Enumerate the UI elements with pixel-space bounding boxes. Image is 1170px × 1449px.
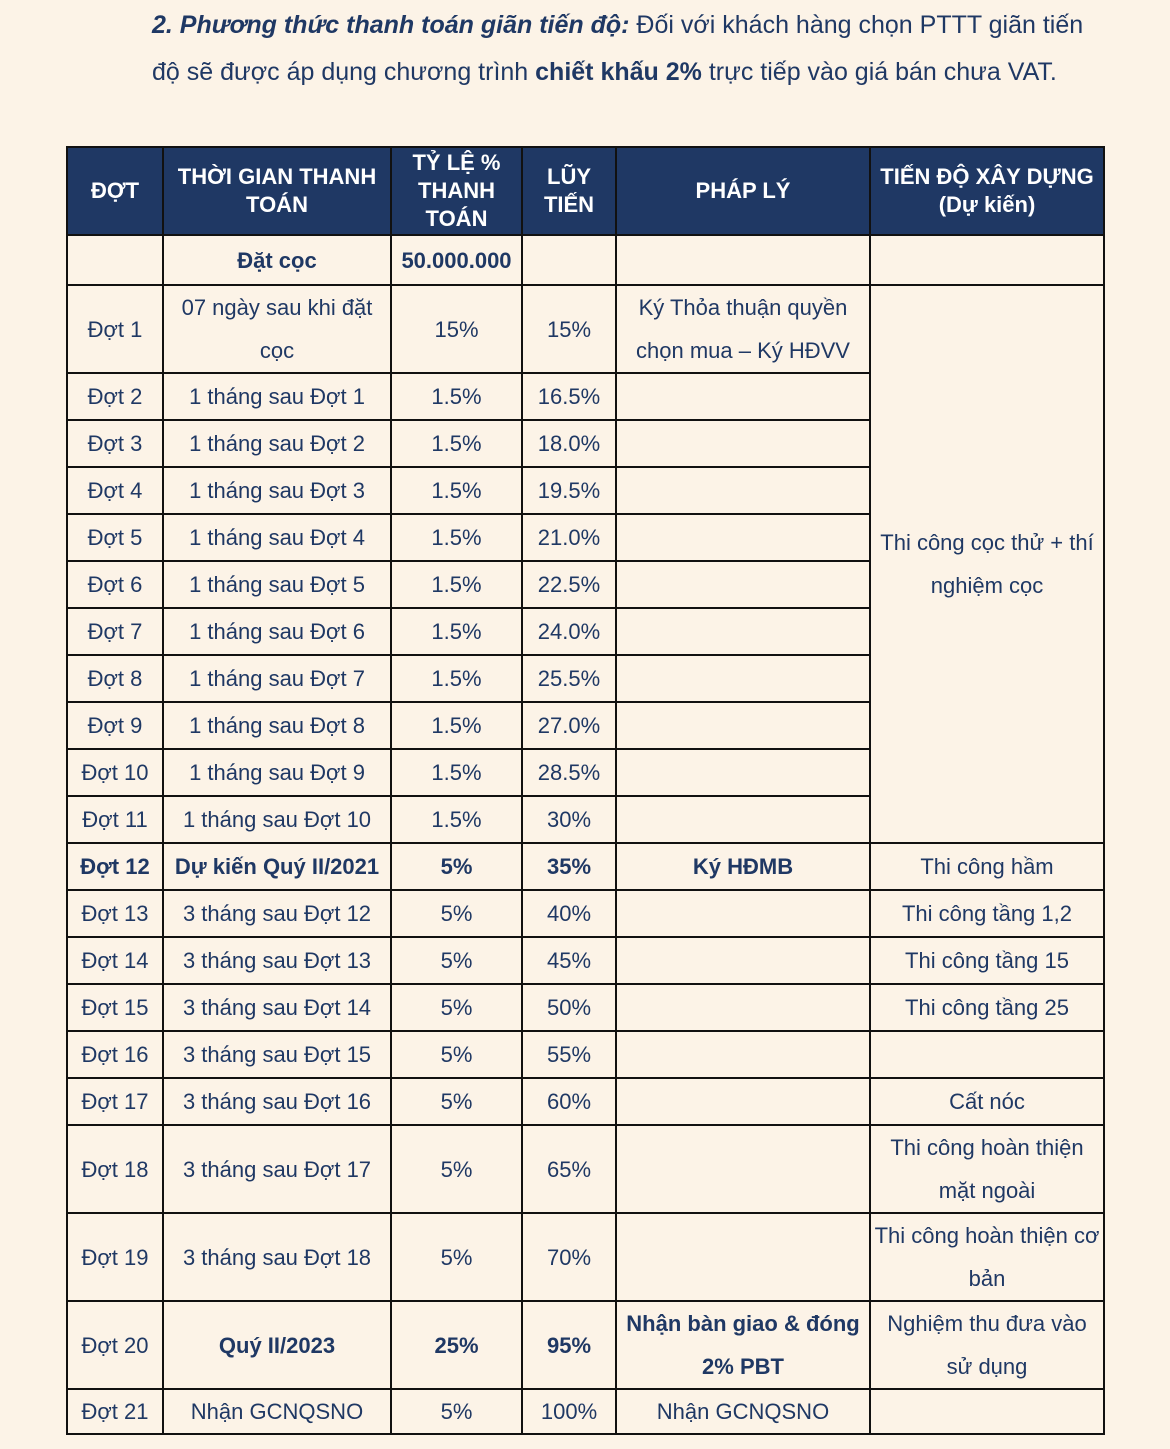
intro-discount: chiết khấu 2%: [535, 58, 702, 86]
row-dot: Đợt 8: [67, 655, 163, 702]
row-dot: Đợt 12: [67, 843, 163, 890]
row-dot: Đợt 15: [67, 984, 163, 1031]
row-dot: Đợt 13: [67, 890, 163, 937]
deposit-legal: [616, 235, 870, 285]
row-time: 1 tháng sau Đợt 2: [163, 420, 391, 467]
row-dot: Đợt 3: [67, 420, 163, 467]
row-time: 3 tháng sau Đợt 13: [163, 937, 391, 984]
row-progress: Cất nóc: [870, 1078, 1104, 1125]
row-rate: 1.5%: [391, 702, 522, 749]
row-dot: Đợt 5: [67, 514, 163, 561]
row-legal: [616, 420, 870, 467]
row-legal: [616, 1078, 870, 1125]
table-row: [67, 1031, 1104, 1078]
row-time: Nhận GCNQSNO: [163, 1389, 391, 1434]
deposit-dot: [67, 235, 163, 285]
row-cumulative: 21.0%: [522, 514, 616, 561]
row-dot: Đợt 1: [67, 285, 163, 373]
row-rate: 5%: [391, 843, 522, 890]
row-progress: Thi công hoàn thiện cơ bản: [870, 1213, 1104, 1301]
row-rate: 5%: [391, 1031, 522, 1078]
row-legal: [616, 467, 870, 514]
row-time: 3 tháng sau Đợt 17: [163, 1125, 391, 1213]
header-time: THỜI GIAN THANH TOÁN: [163, 147, 391, 235]
row-legal: Nhận bàn giao & đóng 2% PBT: [616, 1301, 870, 1389]
row-dot: Đợt 6: [67, 561, 163, 608]
row-progress: Thi công tầng 1,2: [870, 890, 1104, 937]
row-rate: 1.5%: [391, 561, 522, 608]
row-time: 3 tháng sau Đợt 12: [163, 890, 391, 937]
row-legal: [616, 608, 870, 655]
row-rate: 5%: [391, 1389, 522, 1434]
row-dot: Đợt 14: [67, 937, 163, 984]
header-dot: ĐỢT: [67, 147, 163, 235]
deposit-label: Đặt cọc: [163, 235, 391, 285]
row-legal: [616, 561, 870, 608]
header-cumulative: LŨY TIẾN: [522, 147, 616, 235]
row-progress: [870, 1389, 1104, 1434]
row-time: 3 tháng sau Đợt 14: [163, 984, 391, 1031]
row-time: 1 tháng sau Đợt 9: [163, 749, 391, 796]
row-legal: Ký HĐMB: [616, 843, 870, 890]
table-row: [67, 937, 1104, 984]
row-time: 3 tháng sau Đợt 15: [163, 1031, 391, 1078]
row-cumulative: 25.5%: [522, 655, 616, 702]
row-legal: [616, 655, 870, 702]
row-progress: Thi công hầm: [870, 843, 1104, 890]
header-progress: [870, 147, 1104, 235]
table-row: [67, 1125, 1104, 1213]
row-progress: Thi công tầng 15: [870, 937, 1104, 984]
row-cumulative: 45%: [522, 937, 616, 984]
row-dot: Đợt 10: [67, 749, 163, 796]
merged-progress-cell: Thi công cọc thử + thí nghiệm cọc: [870, 285, 1104, 843]
table-header-row: [67, 147, 1104, 235]
row-rate: 5%: [391, 984, 522, 1031]
row-legal: [616, 514, 870, 561]
row-rate: 5%: [391, 1213, 522, 1301]
row-cumulative: 18.0%: [522, 420, 616, 467]
row-rate: 1.5%: [391, 749, 522, 796]
header-legal: PHÁP LÝ: [616, 147, 870, 235]
row-legal: [616, 749, 870, 796]
row-rate: 1.5%: [391, 373, 522, 420]
row-legal: [616, 1213, 870, 1301]
row-cumulative: 22.5%: [522, 561, 616, 608]
row-rate: 1.5%: [391, 514, 522, 561]
table-row: [67, 1389, 1104, 1434]
row-time: 07 ngày sau khi đặt cọc: [163, 285, 391, 373]
row-time: 1 tháng sau Đợt 7: [163, 655, 391, 702]
header-progress-title: TIẾN ĐỘ XÂY DỰNG: [880, 164, 1094, 189]
row-time: 1 tháng sau Đợt 8: [163, 702, 391, 749]
table-row: [67, 843, 1104, 890]
row-cumulative: 70%: [522, 1213, 616, 1301]
table-row: [67, 1301, 1104, 1389]
row-time: 1 tháng sau Đợt 3: [163, 467, 391, 514]
row-time: Dự kiến Quý II/2021: [163, 843, 391, 890]
row-dot: Đợt 21: [67, 1389, 163, 1434]
deposit-cum: [522, 235, 616, 285]
row-legal: [616, 890, 870, 937]
row-cumulative: 16.5%: [522, 373, 616, 420]
row-rate: 5%: [391, 1125, 522, 1213]
row-cumulative: 50%: [522, 984, 616, 1031]
row-cumulative: 19.5%: [522, 467, 616, 514]
row-time: 1 tháng sau Đợt 4: [163, 514, 391, 561]
deposit-progress: [870, 235, 1104, 285]
row-rate: 15%: [391, 285, 522, 373]
row-rate: 1.5%: [391, 655, 522, 702]
row-rate: 1.5%: [391, 467, 522, 514]
row-legal: Ký Thỏa thuận quyền chọn mua – Ký HĐVV: [616, 285, 870, 373]
header-progress-note: (Dự kiến): [938, 192, 1036, 217]
deposit-row: [67, 235, 1104, 285]
row-dot: Đợt 4: [67, 467, 163, 514]
row-dot: Đợt 9: [67, 702, 163, 749]
table-row: [67, 1078, 1104, 1125]
row-cumulative: 40%: [522, 890, 616, 937]
row-rate: 5%: [391, 890, 522, 937]
row-time: 1 tháng sau Đợt 6: [163, 608, 391, 655]
row-dot: Đợt 20: [67, 1301, 163, 1389]
row-dot: Đợt 11: [67, 796, 163, 843]
row-rate: 5%: [391, 937, 522, 984]
table-row: [67, 285, 1104, 373]
row-legal: Nhận GCNQSNO: [616, 1389, 870, 1434]
row-cumulative: 24.0%: [522, 608, 616, 655]
row-legal: [616, 937, 870, 984]
row-legal: [616, 984, 870, 1031]
row-cumulative: 35%: [522, 843, 616, 890]
row-progress: Thi công hoàn thiện mặt ngoài: [870, 1125, 1104, 1213]
row-cumulative: 100%: [522, 1389, 616, 1434]
row-progress: [870, 1031, 1104, 1078]
row-rate: 1.5%: [391, 420, 522, 467]
row-cumulative: 60%: [522, 1078, 616, 1125]
row-time: 3 tháng sau Đợt 16: [163, 1078, 391, 1125]
row-legal: [616, 373, 870, 420]
row-cumulative: 65%: [522, 1125, 616, 1213]
intro-lead: 2. Phương thức thanh toán giãn tiến độ:: [152, 11, 630, 39]
row-dot: Đợt 2: [67, 373, 163, 420]
row-legal: [616, 702, 870, 749]
row-dot: Đợt 7: [67, 608, 163, 655]
row-time: 1 tháng sau Đợt 10: [163, 796, 391, 843]
row-dot: Đợt 19: [67, 1213, 163, 1301]
row-progress: Nghiệm thu đưa vào sử dụng: [870, 1301, 1104, 1389]
row-dot: Đợt 17: [67, 1078, 163, 1125]
table-row: [67, 890, 1104, 937]
row-time: Quý II/2023: [163, 1301, 391, 1389]
deposit-amount: 50.000.000: [391, 235, 522, 285]
row-cumulative: 15%: [522, 285, 616, 373]
table-row: [67, 984, 1104, 1031]
row-progress: Thi công tầng 25: [870, 984, 1104, 1031]
row-cumulative: 28.5%: [522, 749, 616, 796]
row-legal: [616, 796, 870, 843]
row-legal: [616, 1125, 870, 1213]
row-rate: 1.5%: [391, 796, 522, 843]
row-dot: Đợt 18: [67, 1125, 163, 1213]
intro-text-1: Đối với khách hàng chọn PTTT giãn tiến độ sẽ được áp dụng chương trình: [152, 11, 1084, 86]
row-cumulative: 30%: [522, 796, 616, 843]
row-legal: [616, 1031, 870, 1078]
table-row: [67, 1213, 1104, 1301]
intro-paragraph: [152, 2, 1102, 96]
row-rate: 1.5%: [391, 608, 522, 655]
row-cumulative: 55%: [522, 1031, 616, 1078]
payment-schedule-table: [66, 146, 1105, 1435]
row-rate: 5%: [391, 1078, 522, 1125]
row-time: 3 tháng sau Đợt 18: [163, 1213, 391, 1301]
header-rate: TỶ LỆ % THANH TOÁN: [391, 147, 522, 235]
row-cumulative: 27.0%: [522, 702, 616, 749]
row-time: 1 tháng sau Đợt 1: [163, 373, 391, 420]
row-cumulative: 95%: [522, 1301, 616, 1389]
intro-text-2: trực tiếp vào giá bán chưa VAT.: [701, 58, 1057, 86]
row-time: 1 tháng sau Đợt 5: [163, 561, 391, 608]
row-rate: 25%: [391, 1301, 522, 1389]
row-dot: Đợt 16: [67, 1031, 163, 1078]
